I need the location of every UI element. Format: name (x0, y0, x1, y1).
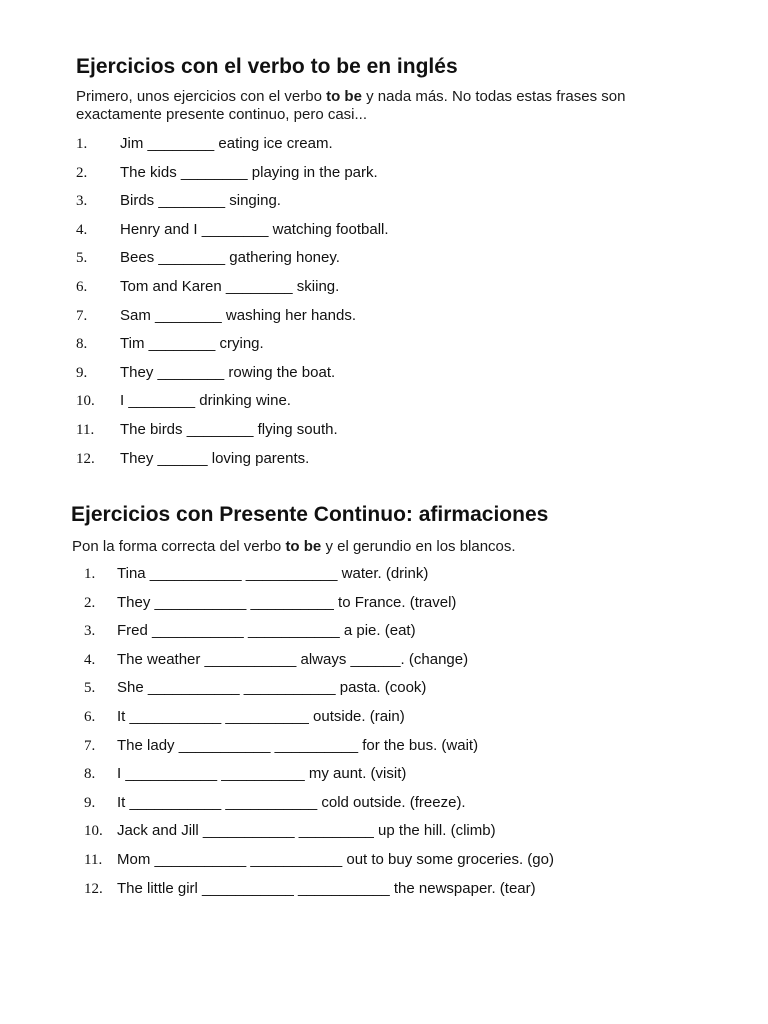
item-number: 8. (84, 766, 96, 783)
item-number: 6. (84, 708, 96, 725)
item-text: Tim ________ crying. (120, 335, 264, 353)
item-text: The birds ________ flying south. (120, 420, 338, 438)
section-1-intro-bold: to be (326, 88, 362, 105)
item-number: 1. (76, 136, 88, 152)
exercise-item (0, 387, 768, 416)
item-number: 5. (76, 250, 88, 267)
item-number: 2. (84, 594, 96, 611)
item-text: She ___________ ___________ pasta. (cook) (117, 679, 427, 697)
item-number: 11. (76, 421, 95, 438)
exercise-item (0, 416, 768, 445)
exercise-item (0, 789, 768, 818)
item-number: 5. (84, 680, 96, 697)
item-text: Birds ________ singing. (120, 192, 281, 210)
item-text: It ___________ ___________ cold outside. (freeze). (117, 793, 466, 811)
item-number: 1. (84, 566, 96, 582)
exercise-item (0, 589, 768, 618)
section-present-continuous-exercises (0, 500, 768, 903)
item-text: Jim ________ eating ice cream. (120, 135, 333, 152)
item-text: The lady ___________ __________ for the bus. (wait) (117, 736, 479, 754)
exercise-item (0, 703, 768, 732)
item-text: Henry and I ________ watching football. (120, 220, 389, 238)
exercise-item (0, 273, 768, 302)
item-number: 3. (84, 623, 96, 640)
exercise-item (0, 846, 768, 875)
item-number: 4. (76, 221, 88, 238)
item-text: Fred ___________ ___________ a pie. (eat) (117, 622, 416, 640)
exercise-item (0, 187, 768, 216)
item-number: 2. (76, 164, 88, 181)
item-number: 10. (84, 823, 103, 840)
section-2-title: Ejercicios con Presente Continuo: afirmaciones (71, 503, 549, 526)
exercise-item (0, 159, 768, 188)
exercise-item (0, 130, 768, 159)
item-number: 12. (84, 880, 103, 897)
exercise-item (0, 359, 768, 388)
section-1-intro-part2: y nada más. No todas estas frases son exactamente presente continuo, pero casi... (76, 88, 626, 123)
item-text: Mom ___________ ___________ out to buy some groceries. (go) (117, 850, 554, 868)
item-text: Sam ________ washing her hands. (120, 306, 357, 324)
item-number: 11. (84, 851, 103, 868)
item-text: The weather ___________ always ______. (change) (117, 650, 469, 668)
item-number: 8. (76, 336, 88, 353)
item-text: Tina ___________ ___________ water. (drink) (117, 565, 429, 582)
exercise-item (0, 760, 768, 789)
item-text: I ___________ __________ my aunt. (visit) (117, 765, 407, 783)
exercise-item (0, 302, 768, 331)
exercise-item (0, 817, 768, 846)
exercise-item (0, 674, 768, 703)
section-2-intro-bold: to be (285, 538, 322, 555)
section-2-intro-part1: Pon la forma correcta del verbo (72, 538, 286, 555)
item-number: 7. (76, 307, 88, 324)
exercise-item (0, 732, 768, 761)
item-text: Jack and Jill ___________ _________ up the hill. (climb) (117, 822, 496, 840)
item-text: They ______ loving parents. (120, 449, 310, 467)
section-1-instructions (0, 88, 656, 124)
item-text: Tom and Karen ________ skiing. (120, 277, 340, 295)
section-1-exercise-list (0, 130, 768, 473)
exercise-item (0, 560, 768, 589)
item-text: It ___________ __________ outside. (rain) (117, 707, 405, 725)
item-number: 10. (76, 393, 95, 410)
item-text: The kids ________ playing in the park. (120, 163, 378, 181)
exercise-item (0, 216, 768, 245)
item-number: 12. (76, 450, 95, 467)
item-text: I ________ drinking wine. (120, 392, 291, 410)
exercise-item (0, 617, 768, 646)
item-number: 3. (76, 193, 88, 210)
section-1-title: Ejercicios con el verbo to be en inglés (76, 55, 458, 78)
section-2-exercise-list (0, 560, 768, 903)
item-number: 6. (76, 278, 88, 295)
exercise-item (0, 646, 768, 675)
exercise-item (0, 244, 768, 273)
section-2-intro-part2: y el gerundio en los blancos. (321, 538, 516, 555)
section-2-instructions (0, 538, 652, 556)
exercise-item (0, 445, 768, 474)
item-number: 9. (76, 364, 88, 381)
item-number: 9. (84, 794, 96, 811)
item-number: 4. (84, 651, 96, 668)
item-text: Bees ________ gathering honey. (120, 249, 340, 267)
exercise-item (0, 330, 768, 359)
section-1-intro-part1: Primero, unos ejercicios con el verbo (76, 88, 327, 105)
item-text: They ___________ __________ to France. (travel) (117, 593, 457, 611)
item-text: They ________ rowing the boat. (120, 363, 336, 381)
section-to-be-exercises (0, 52, 768, 473)
exercise-item (0, 875, 768, 904)
item-number: 7. (84, 737, 96, 754)
item-text: The little girl ___________ ___________ the newspaper. (tear) (117, 879, 536, 897)
